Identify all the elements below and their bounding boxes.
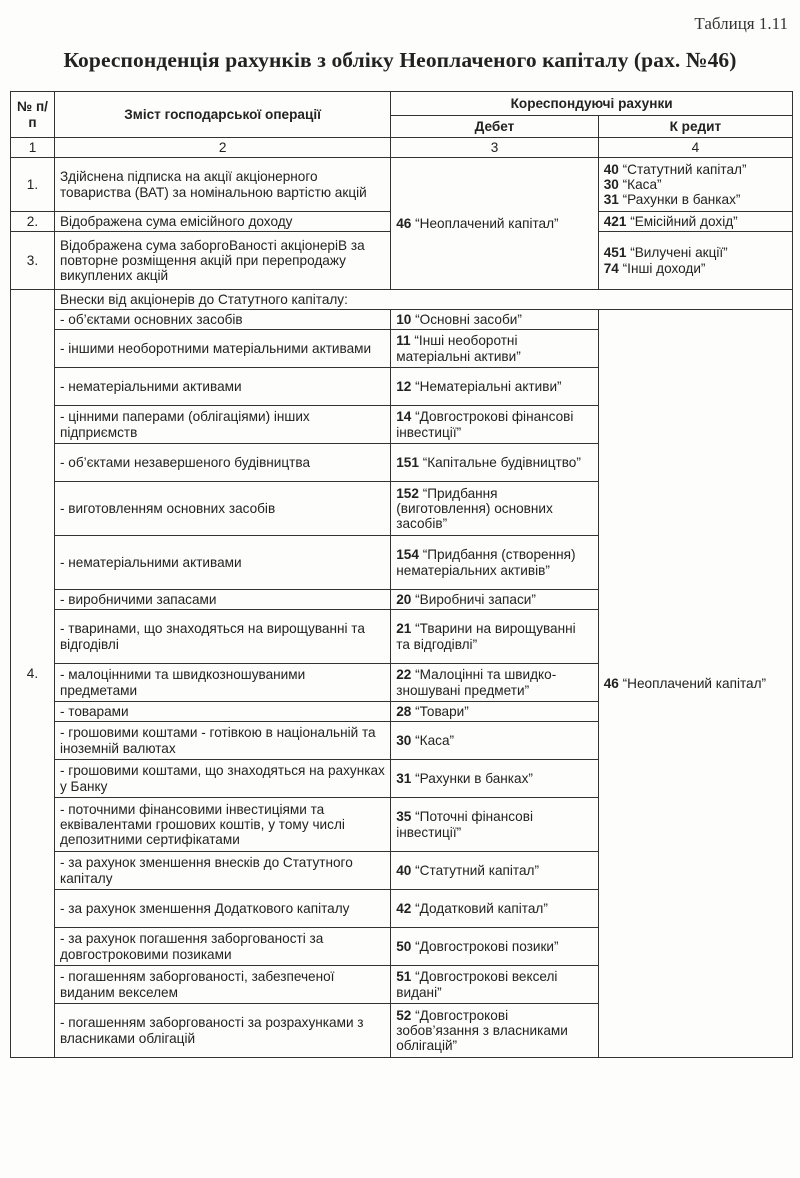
account-name: “Додатковий капітал”	[411, 900, 548, 916]
account-code: 52	[396, 1007, 412, 1023]
operation-text: Відображена сума заборгоВаності акціонерiВ за повторне розміщення акцій при перепродажу викуплених акцій	[54, 232, 390, 290]
credit-account	[604, 162, 787, 177]
account-name: “Каса”	[411, 732, 455, 748]
operation-text: - грошовими коштами - готівкою в національній та іноземній валютах	[54, 722, 390, 760]
account-name: “Нематеріальні активи”	[411, 378, 562, 394]
operation-text: - погашенням заборгованості за розрахунками з власниками облігацій	[54, 1004, 390, 1058]
account-name: “Капітальне будівництво”	[418, 454, 581, 470]
account-code: 50	[396, 938, 412, 954]
debit-account	[391, 722, 599, 760]
header-content: Зміст господарської операції	[54, 92, 390, 138]
operation-text: - нематеріальними активами	[54, 536, 390, 590]
debit-account	[391, 664, 599, 702]
operation-text: - товарами	[54, 702, 390, 722]
account-name: “Неоплачений капітал”	[618, 675, 767, 691]
debit-account	[391, 702, 599, 722]
page-title: Кореспонденція рахунків з обліку Неоплаченого капіталу (рах. №46)	[63, 48, 737, 72]
operation-text: - малоцінними та швидкозношуваними предметами	[54, 664, 390, 702]
account-code: 20	[396, 591, 412, 607]
table-row	[11, 290, 793, 310]
header-credit: К редит	[598, 116, 792, 138]
account-name: “Довгострокові фінансові інвестиції”	[396, 409, 574, 440]
row-number: 2.	[11, 212, 55, 232]
operation-text: - виробничими запасами	[54, 590, 390, 610]
credit-account	[604, 177, 787, 192]
account-code: 11	[396, 333, 411, 349]
operation-text: - нематеріальними активами	[54, 368, 390, 406]
account-code: 451	[603, 245, 627, 261]
account-code: 421	[603, 213, 627, 229]
debit-account	[391, 966, 599, 1004]
debit-account	[391, 890, 599, 928]
row-number: 4.	[11, 290, 55, 1058]
credit-accounts	[598, 232, 792, 290]
account-code: 40	[603, 161, 619, 177]
col-num-3: 3	[391, 138, 599, 158]
account-name: “Тварини на вирощуванні та відгодівлі”	[396, 621, 576, 652]
account-name: “Довгострокові позики”	[411, 938, 559, 954]
account-name: “Довгострокові зобов’язання з власниками облігацій”	[396, 1007, 568, 1054]
account-name: “Каса”	[618, 176, 662, 192]
account-code: 51	[396, 969, 412, 985]
credit-account	[604, 245, 787, 260]
row-number: 1.	[11, 158, 55, 212]
operation-text: - за рахунок зменшення внесків до Статутного капіталу	[54, 852, 390, 890]
operation-text: - об’єктами основних засобів	[54, 310, 390, 330]
account-code: 28	[396, 703, 412, 719]
accounts-table	[10, 91, 793, 1058]
account-code: 14	[396, 409, 412, 425]
operation-text: - поточними фінансовими інвестиціями та еквівалентами грошових коштів, у тому числі депозитними сертифікатами	[54, 798, 390, 852]
debit-account	[391, 760, 599, 798]
account-name: “Статутний капітал”	[411, 862, 539, 878]
account-code: 31	[396, 770, 412, 786]
operation-text: - за рахунок зменшення Додаткового капіталу	[54, 890, 390, 928]
account-code: 30	[396, 732, 412, 748]
account-code: 42	[396, 900, 412, 916]
account-name: “Емісійний дохід”	[626, 213, 738, 229]
account-name: “Вилучені акції”	[626, 245, 728, 261]
credit-account	[604, 261, 787, 276]
account-name: “Довгострокові векселі видані”	[396, 969, 558, 1000]
row-number: 3.	[11, 232, 55, 290]
debit-account	[391, 310, 599, 330]
header-corr: Кореспондуючі рахунки	[391, 92, 793, 116]
debit-account	[391, 536, 599, 590]
header-num: № п/п	[11, 92, 55, 138]
account-code: 22	[396, 667, 412, 683]
debit-account	[391, 444, 599, 482]
account-name: “Інші необоротні матеріальні активи”	[396, 333, 521, 364]
debit-account	[391, 158, 599, 290]
debit-account	[391, 482, 599, 536]
account-code: 12	[396, 378, 412, 394]
operation-text: - цінними паперами (облігаціями) інших підприємств	[54, 406, 390, 444]
operation-text: Відображена сума емісійного доходу	[54, 212, 390, 232]
account-name: “Придбання (створення) нематеріальних активів”	[396, 547, 576, 578]
account-name: “Рахунки в банках”	[618, 192, 741, 208]
operation-text: - об’єктами незавершеного будівництва	[54, 444, 390, 482]
group-intro: Внески від акціонерів до Статутного капіталу:	[54, 290, 792, 310]
debit-account	[391, 610, 599, 664]
debit-account	[391, 928, 599, 966]
account-code: 74	[603, 260, 619, 276]
operation-text: - тваринами, що знаходяться на вирощуванні та відгодівлі	[54, 610, 390, 664]
operation-text: - погашенням заборгованості, забезпеченої виданим векселем	[54, 966, 390, 1004]
account-name: “Поточні фінансові інвестиції”	[396, 809, 533, 840]
credit-account	[604, 192, 787, 207]
table-label: Таблиця 1.11	[694, 14, 788, 33]
account-code: 46	[603, 675, 619, 691]
debit-account	[391, 590, 599, 610]
col-num-4: 4	[598, 138, 792, 158]
account-code: 154	[396, 547, 419, 563]
account-code: 31	[603, 192, 619, 208]
operation-text: - виготовленням основних засобів	[54, 482, 390, 536]
col-num-1: 1	[11, 138, 55, 158]
credit-accounts	[598, 158, 792, 212]
account-name: “Малоцінні та швидко-зношувані предмети”	[396, 667, 557, 698]
account-code: 46	[396, 215, 412, 231]
operation-text: - за рахунок погашення заборгованості за довгостроковими позиками	[54, 928, 390, 966]
table-row	[11, 310, 793, 330]
table-row	[11, 158, 793, 212]
account-name: “Основні засоби”	[411, 311, 522, 327]
debit-account	[391, 852, 599, 890]
debit-account	[391, 798, 599, 852]
account-name: “Рахунки в банках”	[411, 770, 533, 786]
col-num-2: 2	[54, 138, 390, 158]
debit-account	[391, 330, 599, 368]
account-name: “Статутний капітал”	[618, 161, 747, 177]
operation-text: - іншими необоротними матеріальними активами	[54, 330, 390, 368]
operation-text: - грошовими коштами, що знаходяться на рахунках у Банку	[54, 760, 390, 798]
account-name: “Товари”	[411, 703, 469, 719]
account-code: 10	[396, 311, 412, 327]
account-name: “Інші доходи”	[618, 260, 706, 276]
header-debit: Дебет	[391, 116, 599, 138]
account-name: “Придбання (виготовлення) основних засобів”	[396, 485, 553, 532]
operation-text: Здійснена підписка на акції акціонерного товариства (ВАТ) за номінальною вартістю акцій	[54, 158, 390, 212]
account-code: 30	[603, 176, 619, 192]
table-body	[11, 158, 793, 1058]
account-code: 40	[396, 862, 412, 878]
account-code: 21	[396, 621, 412, 637]
credit-account	[604, 214, 787, 229]
account-name: “Виробничі запаси”	[411, 591, 536, 607]
account-code: 151	[396, 454, 419, 470]
debit-account	[391, 406, 599, 444]
account-code: 35	[396, 809, 412, 825]
account-name: “Неоплачений капітал”	[411, 215, 559, 231]
debit-account	[391, 368, 599, 406]
credit-accounts	[598, 212, 792, 232]
credit-account	[598, 310, 792, 1058]
debit-account	[391, 1004, 599, 1058]
account-code: 152	[396, 485, 419, 501]
table-header	[11, 92, 793, 158]
